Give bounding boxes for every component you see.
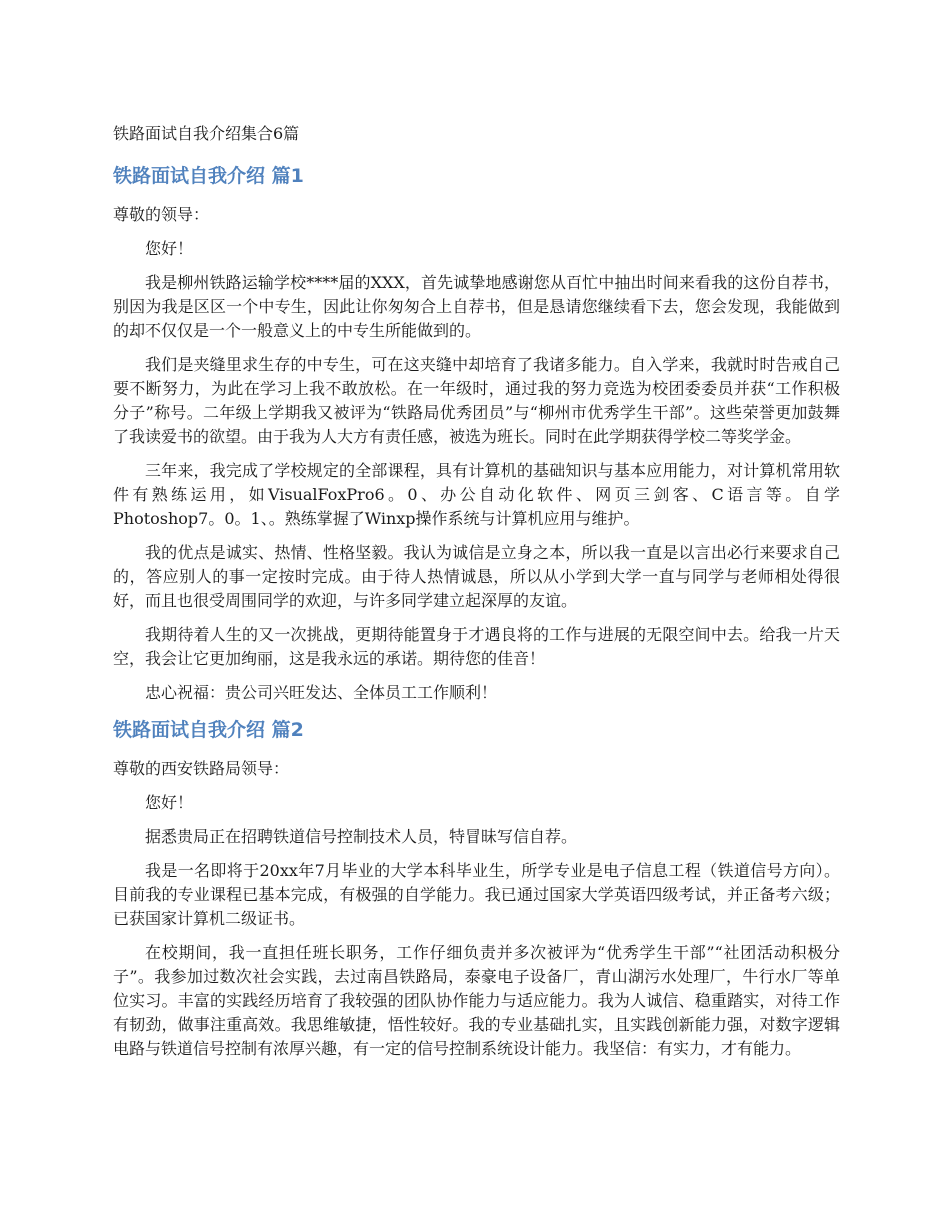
section-1 (113, 163, 840, 705)
document-title: 铁路面试自我介绍集合6篇 (113, 124, 300, 143)
section-heading: 铁路面试自我介绍 篇2 (113, 719, 304, 741)
body-paragraph: 我是一名即将于20xx年7月毕业的大学本科毕业生，所学专业是电子信息工程（铁道信号方向）。目前我的专业课程已基本完成，有极强的自学能力。我已通过国家大学英语四级考试，并正备考六级；已获国家计算机二级证书。 (113, 861, 840, 928)
salutation: 尊敬的西安铁路局领导： (113, 759, 290, 778)
section-2 (113, 717, 840, 1061)
body-paragraph: 我是柳州铁路运输学校****届的XXX，首先诚挚地感谢您从百忙中抽出时间来看我的这份自荐书，别因为我是区区一个中专生，因此让你匆匆合上自荐书，但是恳请您继续看下去，您会发现，我能做到的却不仅仅是一个一般意义上的中专生所能做到的。 (113, 273, 840, 340)
closing-wish: 忠心祝福：贵公司兴旺发达、全体员工工作顺利！ (145, 683, 498, 702)
greeting: 您好！ (145, 793, 194, 812)
body-paragraph: 我们是夹缝里求生存的中专生，可在这夹缝中却培育了我诸多能力。自入学来，我就时时告戒自己要不断努力，为此在学习上我不敢放松。在一年级时，通过我的努力竞选为校团委委员并获“工作积极分子”称号。二年级上学期我又被评为“铁路局优秀团员”与“柳州市优秀学生干部”。这些荣誉更加鼓舞了我读爱书的欲望。由于我为人大方有责任感，被选为班长。同时在此学期获得学校二等奖学金。 (113, 355, 840, 446)
body-paragraph: 据悉贵局正在招聘铁道信号控制技术人员，特冒昧写信自荐。 (145, 827, 578, 846)
greeting: 您好！ (145, 239, 194, 258)
body-paragraph: 我的优点是诚实、热情、性格坚毅。我认为诚信是立身之本，所以我一直是以言出必行来要求自己的，答应别人的事一定按时完成。由于待人热情诚恳，所以从小学到大学一直与同学与老师相处得很好，而且也很受周围同学的欢迎，与许多同学建立起深厚的友谊。 (113, 543, 840, 610)
body-paragraph: 三年来，我完成了学校规定的全部课程，具有计算机的基础知识与基本应用能力，对计算机常用软件有熟练运用，如VisualFoxPro6。0、办公自动化软件、网页三剑客、C语言等。自学Photoshop7。0。1、。熟练掌握了Winxp操作系统与计算机应用与维护。 (113, 461, 840, 528)
document-body (113, 122, 840, 1071)
body-paragraph: 我期待着人生的又一次挑战，更期待能置身于才遇良将的工作与进展的无限空间中去。给我一片天空，我会让它更加绚丽，这是我永远的承诺。期待您的佳音！ (113, 625, 840, 668)
section-heading: 铁路面试自我介绍 篇1 (113, 165, 304, 187)
salutation: 尊敬的领导： (113, 205, 210, 224)
body-paragraph: 在校期间，我一直担任班长职务，工作仔细负责并多次被评为“优秀学生干部”“社团活动积极分子”。我参加过数次社会实践，去过南昌铁路局，泰豪电子设备厂，青山湖污水处理厂，牛行水厂等单位实习。丰富的实践经历培育了我较强的团队协作能力与适应能力。我为人诚信、稳重踏实，对待工作有韧劲，做事注重高效。我思维敏捷，悟性较好。我的专业基础扎实，且实践创新能力强，对数字逻辑电路与铁道信号控制有浓厚兴趣，有一定的信号控制系统设计能力。我坚信：有实力，才有能力。 (113, 943, 840, 1058)
